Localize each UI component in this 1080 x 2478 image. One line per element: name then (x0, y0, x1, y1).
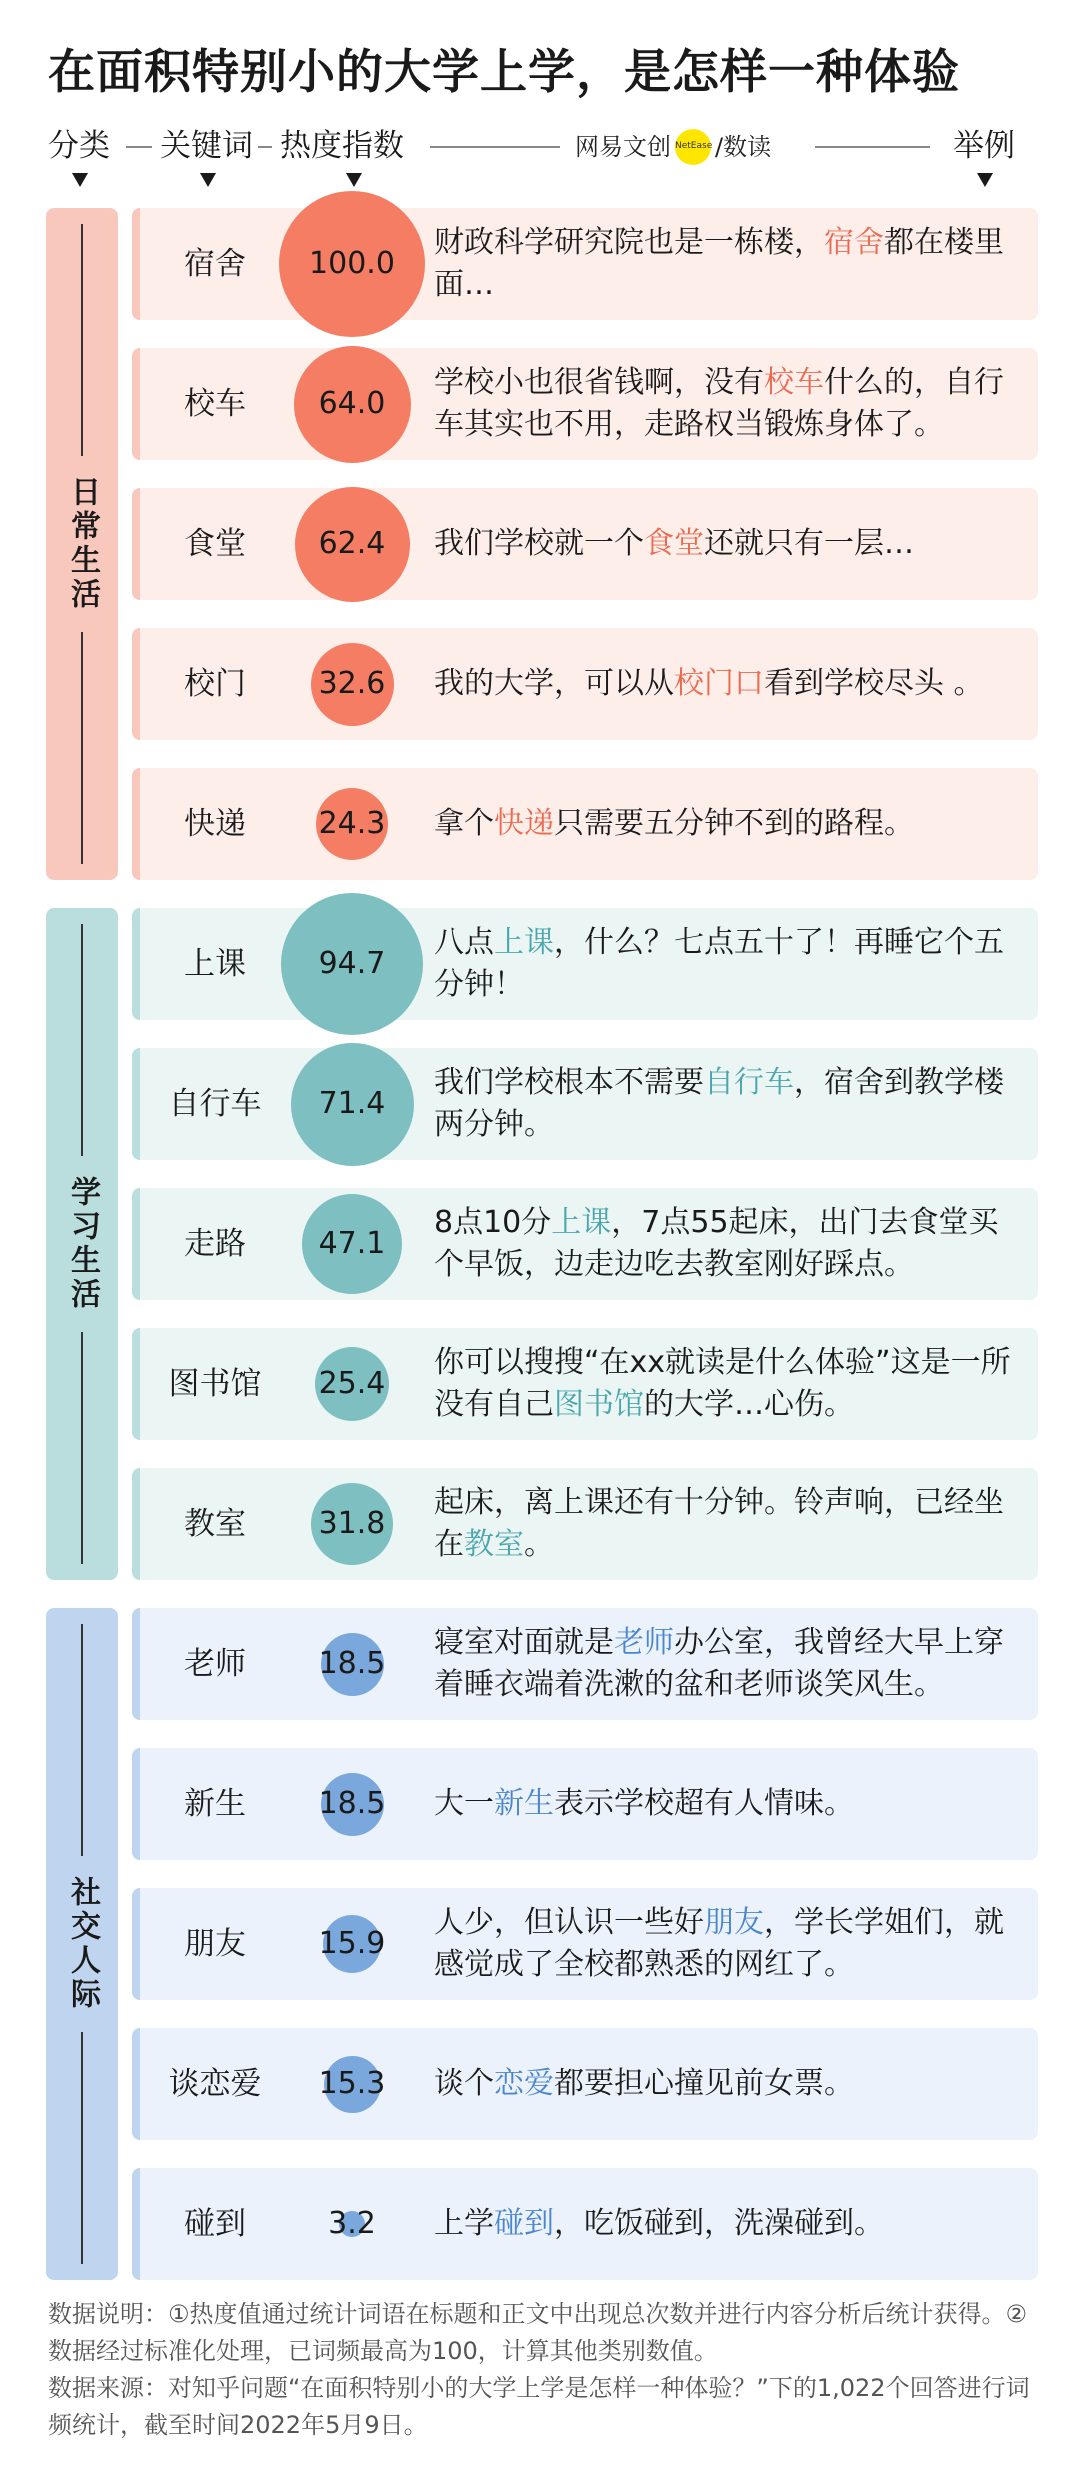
keyword-label: 图书馆 (168, 1366, 262, 1402)
example-quote (434, 488, 1024, 600)
table-row (132, 2028, 1038, 2140)
category-bar-daily (46, 208, 118, 880)
example-highlight: 教室 (464, 1527, 524, 1562)
example-text (434, 2063, 1024, 2105)
brand-logo (575, 129, 825, 165)
category-bar-social (46, 1608, 118, 2280)
example-text (434, 1342, 1024, 1426)
example-quote (434, 1468, 1024, 1580)
table-row (132, 628, 1038, 740)
row-accent-bar (132, 768, 140, 880)
table-row (132, 1048, 1038, 1160)
category-bar-study (46, 908, 118, 1580)
example-text-pre: 寝室对面就是 (434, 1625, 614, 1660)
category-bar-line (81, 1332, 83, 1564)
example-quote (434, 1748, 1024, 1860)
row-accent-bar (132, 1328, 140, 1440)
example-quote (434, 1328, 1024, 1440)
example-text-post: 的大学…心伤。 (644, 1387, 854, 1422)
row-accent-bar (132, 908, 140, 1020)
example-text-pre: 人少，但认识一些好 (434, 1905, 704, 1940)
example-text-pre: 起床，离上课还有十分钟。铃声响，已经坐在 (434, 1485, 1004, 1562)
example-text-post: 只需要五分钟不到的路程。 (554, 806, 914, 841)
example-text-post: ，什么？七点五十了！再睡它个五分钟！ (434, 925, 1004, 1002)
header-example-arrow (977, 173, 993, 187)
table-row (132, 488, 1038, 600)
example-highlight: 校门口 (674, 666, 764, 701)
header-divider (430, 146, 560, 148)
header-example: 举例 (953, 128, 1015, 164)
example-text (434, 1062, 1024, 1146)
heat-value: 47.1 (318, 1226, 386, 1261)
example-text-pre: 拿个 (434, 806, 494, 841)
example-text (434, 803, 1024, 845)
data-notes: 数据说明：①热度值通过统计词语在标题和正文中出现总次数并进行内容分析后统计获得。②数据经过标准化处理，已词频最高为100，计算其他类别数值。 (48, 2300, 1028, 2365)
column-header-row (0, 125, 1080, 195)
example-highlight: 恋爱 (494, 2066, 554, 2101)
category-label: 学习生活 (65, 1176, 100, 1312)
heat-value: 18.5 (318, 1786, 386, 1821)
keyword-label: 走路 (184, 1226, 246, 1262)
example-text-pre: 我们学校就一个 (434, 526, 644, 561)
brand-logo-dot-text: NetEase (675, 141, 713, 151)
heat-value: 25.4 (318, 1366, 386, 1401)
keyword-label: 自行车 (168, 1086, 262, 1122)
example-quote (434, 1608, 1024, 1720)
example-highlight: 快递 (494, 806, 554, 841)
header-divider (815, 146, 930, 148)
brand-logo-left: 网易文创 (575, 133, 671, 161)
brand-logo-right: /数读 (715, 133, 772, 161)
example-text (434, 1902, 1024, 1986)
example-text (434, 362, 1024, 446)
example-quote (434, 1188, 1024, 1300)
example-highlight: 碰到 (494, 2206, 554, 2241)
keyword-label: 碰到 (184, 2206, 246, 2242)
example-highlight: 食堂 (644, 526, 704, 561)
brand-logo-dot (675, 129, 711, 165)
keyword-label: 新生 (184, 1786, 246, 1822)
keyword-label: 朋友 (184, 1926, 246, 1962)
example-text (434, 1202, 1024, 1286)
example-text-post: 都要担心撞见前女票。 (554, 2066, 854, 2101)
heat-value: 32.6 (318, 666, 386, 701)
category-bar-line (81, 2032, 83, 2264)
table-row (132, 1328, 1038, 1440)
example-text (434, 2203, 1024, 2245)
example-text-post: ，学长学姐们，就感觉成了全校都熟悉的网红了。 (434, 1905, 1004, 1982)
keyword-label: 校门 (184, 666, 246, 702)
example-quote (434, 1048, 1024, 1160)
example-text-post: 办公室，我曾经大早上穿着睡衣端着洗漱的盆和老师谈笑风生。 (434, 1625, 1004, 1702)
keyword-label: 食堂 (184, 526, 246, 562)
example-text (434, 523, 1024, 565)
example-quote (434, 628, 1024, 740)
table-row (132, 1888, 1038, 2000)
example-quote (434, 208, 1024, 320)
row-accent-bar (132, 2168, 140, 2280)
heat-value: 3.2 (328, 2206, 376, 2241)
example-text-post: 什么的，自行车其实也不用，走路权当锻炼身体了。 (434, 365, 1004, 442)
example-highlight: 图书馆 (554, 1387, 644, 1422)
keyword-label: 老师 (184, 1646, 246, 1682)
row-accent-bar (132, 348, 140, 460)
example-text-pre: 财政科学研究院也是一栋楼， (434, 225, 824, 260)
row-accent-bar (132, 488, 140, 600)
heat-value: 18.5 (318, 1646, 386, 1681)
example-text-post: 都在楼里面… (434, 225, 1004, 302)
example-text-pre: 谈个 (434, 2066, 494, 2101)
example-text (434, 1622, 1024, 1706)
heat-value: 71.4 (318, 1086, 386, 1121)
table-row (132, 348, 1038, 460)
category-bar-line (81, 224, 83, 456)
example-highlight: 宿舍 (824, 225, 884, 260)
header-divider (126, 146, 152, 148)
example-highlight: 上课 (551, 1205, 612, 1240)
example-text (434, 663, 1024, 705)
header-category-arrow (72, 173, 88, 187)
example-text-pre: 八点 (434, 925, 494, 960)
header-divider (258, 146, 272, 148)
keyword-label: 快递 (184, 806, 246, 842)
example-text-pre: 学校小也很省钱啊，没有 (434, 365, 764, 400)
example-text-pre: 我们学校根本不需要 (434, 1065, 704, 1100)
example-highlight: 上课 (494, 925, 554, 960)
heat-value: 62.4 (318, 526, 386, 561)
heat-value: 100.0 (309, 246, 395, 281)
keyword-label: 宿舍 (184, 246, 246, 282)
header-heat-arrow (346, 173, 362, 187)
example-text (434, 922, 1024, 1006)
row-accent-bar (132, 208, 140, 320)
table-row (132, 908, 1038, 1020)
row-accent-bar (132, 628, 140, 740)
row-accent-bar (132, 1748, 140, 1860)
example-quote (434, 908, 1024, 1020)
heat-value: 31.8 (318, 1506, 386, 1541)
example-text-post: 。 (524, 1527, 554, 1562)
page-title: 在面积特别小的大学上学，是怎样一种体验 (48, 45, 960, 100)
header-category: 分类 (48, 128, 110, 164)
category-label: 日常生活 (65, 476, 100, 612)
table-row (132, 1608, 1038, 1720)
keyword-label: 谈恋爱 (168, 2066, 262, 2102)
category-bar-line (81, 632, 83, 864)
category-bar-line (81, 924, 83, 1156)
example-text (434, 1783, 1024, 1825)
row-accent-bar (132, 1608, 140, 1720)
example-text-post: ，宿舍到教学楼两分钟。 (434, 1065, 1004, 1142)
header-keyword: 关键词 (160, 128, 253, 164)
category-bar-line (81, 1624, 83, 1856)
footnotes (48, 2296, 1048, 2444)
row-accent-bar (132, 1188, 140, 1300)
example-text-post: 表示学校超有人情味。 (554, 1786, 854, 1821)
heat-value: 15.3 (318, 2066, 386, 2101)
header-keyword-arrow (200, 173, 216, 187)
example-highlight: 朋友 (704, 1905, 764, 1940)
table-row (132, 768, 1038, 880)
example-quote (434, 2028, 1024, 2140)
row-accent-bar (132, 1888, 140, 2000)
header-heat: 热度指数 (280, 128, 404, 164)
table-row (132, 208, 1038, 320)
data-source: 数据来源：对知乎问题“在面积特别小的大学上学是怎样一种体验？”下的1,022个回答进行词频统计，截至时间2022年5月9日。 (48, 2374, 1030, 2439)
keyword-label: 校车 (184, 386, 246, 422)
example-quote (434, 768, 1024, 880)
heat-value: 15.9 (318, 1926, 386, 1961)
example-text-post: 还就只有一层… (704, 526, 914, 561)
example-text-post: 看到学校尽头 。 (764, 666, 984, 701)
keyword-label: 上课 (184, 946, 246, 982)
category-label: 社交人际 (65, 1876, 100, 2012)
row-accent-bar (132, 1468, 140, 1580)
example-quote (434, 1888, 1024, 2000)
heat-value: 24.3 (318, 806, 386, 841)
table-row (132, 1748, 1038, 1860)
example-text-pre: 8点10分 (434, 1205, 552, 1240)
heat-value: 64.0 (318, 386, 386, 421)
heat-value: 94.7 (318, 946, 386, 981)
example-text-pre: 我的大学，可以从 (434, 666, 674, 701)
example-text-pre: 大一 (434, 1786, 494, 1821)
example-text (434, 222, 1024, 306)
example-highlight: 自行车 (704, 1065, 794, 1100)
table-row (132, 2168, 1038, 2280)
example-highlight: 校车 (764, 365, 824, 400)
example-quote (434, 2168, 1024, 2280)
example-quote (434, 348, 1024, 460)
example-text-post: ，7点55起床，出门去食堂买个早饭，边走边吃去教室刚好踩点。 (434, 1205, 999, 1282)
example-text (434, 1482, 1024, 1566)
table-row (132, 1188, 1038, 1300)
example-text-pre: 你可以搜搜“在xx就读是什么体验”这是一所没有自己 (434, 1345, 1011, 1422)
keyword-label: 教室 (184, 1506, 246, 1542)
row-accent-bar (132, 2028, 140, 2140)
table-row (132, 1468, 1038, 1580)
row-accent-bar (132, 1048, 140, 1160)
example-text-post: ，吃饭碰到，洗澡碰到。 (554, 2206, 884, 2241)
example-text-pre: 上学 (434, 2206, 494, 2241)
example-highlight: 老师 (614, 1625, 674, 1660)
example-highlight: 新生 (494, 1786, 554, 1821)
